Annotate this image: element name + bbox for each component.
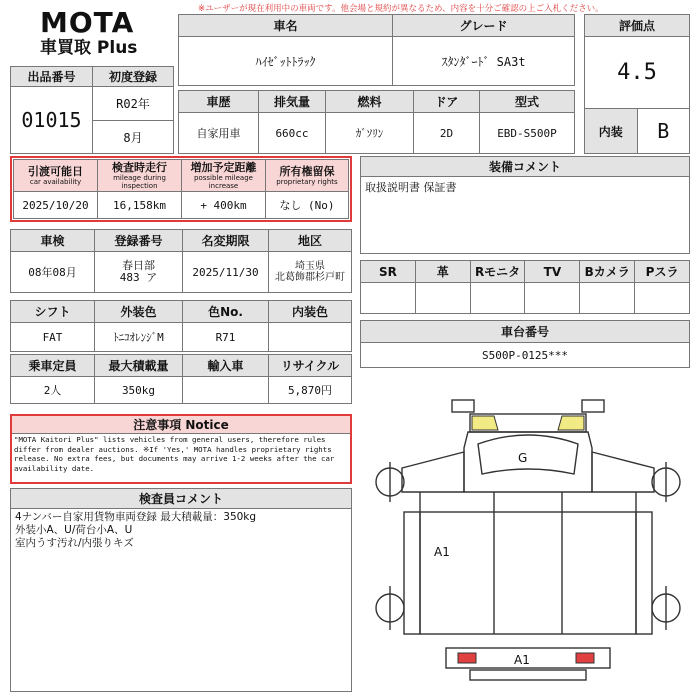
option-sr-value xyxy=(361,283,416,314)
color-header-colorno: 色No. xyxy=(183,301,269,323)
option-bcamera-value xyxy=(580,283,635,314)
mileage-jp: 検査時走行 xyxy=(112,160,167,174)
color-no: R71 xyxy=(183,323,269,352)
spec-header-fuel: 燃料 xyxy=(326,91,414,113)
option-pslide: Pスラ xyxy=(635,261,690,283)
delivery-rights: なし (No) xyxy=(266,192,349,219)
delivery-header-rights xyxy=(266,160,349,192)
damage-mark-front-left xyxy=(472,416,498,430)
option-sr: SR xyxy=(361,261,416,283)
reg-header-plate: 登録番号 xyxy=(95,230,183,252)
spec-header-history: 車歴 xyxy=(179,91,259,113)
listing-table xyxy=(10,66,174,154)
cap-seats: 2人 xyxy=(11,377,95,404)
score-label: 評価点 xyxy=(585,15,690,37)
interior-label: 内装 xyxy=(585,109,638,154)
reg-header-shaken: 車検 xyxy=(11,230,95,252)
color-shift: FAT xyxy=(11,323,95,352)
color-interior xyxy=(269,323,352,352)
spec-history: 自家用車 xyxy=(179,113,259,154)
cap-import xyxy=(183,377,269,404)
option-pslide-value xyxy=(635,283,690,314)
spec-header-model: 型式 xyxy=(480,91,575,113)
increase-jp: 増加予定距離 xyxy=(190,160,257,174)
cap-load: 350kg xyxy=(95,377,183,404)
reg-header-namechange: 名変期限 xyxy=(183,230,269,252)
colors-table xyxy=(10,300,352,352)
reg-area xyxy=(269,252,352,293)
color-header-shift: シフト xyxy=(11,301,95,323)
reg-area-line2: 北葛飾郡杉戸町 xyxy=(275,272,345,283)
color-header-interior: 内装色 xyxy=(269,301,352,323)
equipment-table xyxy=(360,156,690,254)
diagram-label-a1-side: A1 xyxy=(434,545,450,559)
first-reg-year: R02年 xyxy=(93,87,174,121)
grade-label: グレード xyxy=(393,15,575,37)
cab-outline xyxy=(464,432,592,492)
cap-recycle: 5,870円 xyxy=(269,377,352,404)
rights-jp: 所有権留保 xyxy=(279,164,335,178)
damage-mark-front-right xyxy=(558,416,584,430)
reg-shaken: 08年08月 xyxy=(11,252,95,293)
option-leather: 革 xyxy=(415,261,470,283)
tail-light-left xyxy=(458,653,476,663)
warning-text: ※ユーザーが現在利用中の車両です。他会場と規約が異なるため、内容を十分ご確認の上ご入札ください。 xyxy=(198,4,604,14)
spec-fuel: ｶﾞｿﾘﾝ xyxy=(326,113,414,154)
tail-light-right xyxy=(576,653,594,663)
first-reg-label: 初度登録 xyxy=(93,67,174,87)
delivery-mileage: 16,158km xyxy=(98,192,182,219)
car-name-label: 車名 xyxy=(179,15,393,37)
delivery-header-mileage xyxy=(98,160,182,192)
spec-header-doors: ドア xyxy=(414,91,480,113)
option-rmonitor: Rモニタ xyxy=(470,261,525,283)
reg-header-area: 地区 xyxy=(269,230,352,252)
inspector-label: 検査員コメント xyxy=(11,489,352,509)
reg-plate-line2: 483 ア xyxy=(119,271,158,284)
score-table xyxy=(584,14,690,154)
rear-step xyxy=(470,670,586,680)
bed-gate-right xyxy=(636,512,652,634)
availability-jp: 引渡可能日 xyxy=(28,164,83,178)
bed-gate-left xyxy=(404,512,420,634)
color-header-exterior: 外装色 xyxy=(95,301,183,323)
inspector-line-3: 室内うす汚れ/内張りキズ xyxy=(15,537,134,549)
chassis-table xyxy=(360,320,690,368)
logo xyxy=(40,8,180,58)
interior-value: B xyxy=(637,109,690,154)
reg-name-change: 2025/11/30 xyxy=(183,252,269,293)
notice-text: "MOTA Kaitori Plus" lists vehicles from general users, therefore rules differ from dealer auctions. ※If 'Yes,' MOTA handles proprietary rights release. No extra fees, but documents may arrive 1-2 weeks after the car availability date. xyxy=(14,435,335,473)
capacity-table xyxy=(10,354,352,404)
car-name-value: ﾊｲｾﾞｯﾄﾄﾗｯｸ xyxy=(179,37,393,86)
delivery-availability: 2025/10/20 xyxy=(14,192,98,219)
chassis-label: 車台番号 xyxy=(361,321,690,343)
option-bcamera: Bカメラ xyxy=(580,261,635,283)
spec-doors: 2D xyxy=(414,113,480,154)
truck-diagram xyxy=(360,386,690,696)
listing-no-label: 出品番号 xyxy=(11,67,93,87)
increase-en: possible mileage increase xyxy=(194,173,253,190)
rights-en: proprietary rights xyxy=(276,177,338,186)
truck-bed xyxy=(420,512,636,634)
cap-header-seats: 乗車定員 xyxy=(11,355,95,377)
specs-table xyxy=(178,90,575,154)
option-leather-value xyxy=(415,283,470,314)
delivery-header-availability xyxy=(14,160,98,192)
score-value: 4.5 xyxy=(585,37,690,109)
car-name-grade-table xyxy=(178,14,575,86)
delivery-increase: + 400km xyxy=(182,192,266,219)
spec-model: EBD-S500P xyxy=(480,113,575,154)
equipment-label: 装備コメント xyxy=(361,157,690,177)
registration-table xyxy=(10,229,352,293)
option-tv-value xyxy=(525,283,580,314)
color-exterior: ﾄﾆｺｵﾚﾝｼﾞM xyxy=(95,323,183,352)
delivery-header-increase xyxy=(182,160,266,192)
grade-value: ｽﾀﾝﾀﾞｰﾄﾞ SA3t xyxy=(393,37,575,86)
chassis-value: S500P-0125*** xyxy=(361,343,690,368)
cab-side-right xyxy=(592,452,654,492)
availability-en: car availability xyxy=(29,177,82,186)
options-table xyxy=(360,260,690,314)
inspector-line-1: 4ナンバー自家用貨物車両登録 最大積載量：350kg xyxy=(15,511,257,523)
equipment-value: 取扱説明書 保証書 xyxy=(361,177,690,254)
logo-title: MOTA xyxy=(40,6,135,39)
delivery-table xyxy=(13,159,349,219)
mileage-en: mileage during inspection xyxy=(113,173,166,190)
notice-title: 注意事項 Notice xyxy=(12,416,350,434)
inspector-body xyxy=(11,509,352,692)
diagram-label-g: G xyxy=(518,451,528,465)
reg-area-line1: 埼玉県 xyxy=(295,261,325,272)
cap-header-recycle: リサイクル xyxy=(269,355,352,377)
first-reg-month: 8月 xyxy=(93,121,174,154)
spec-header-displacement: 排気量 xyxy=(259,91,326,113)
windshield xyxy=(478,435,578,474)
option-tv: TV xyxy=(525,261,580,283)
diagram-label-a1-rear: A1 xyxy=(514,653,530,667)
cap-header-import: 輸入車 xyxy=(183,355,269,377)
option-rmonitor-value xyxy=(470,283,525,314)
mirror-right xyxy=(582,400,604,412)
spec-displacement: 660cc xyxy=(259,113,326,154)
reg-plate-line1: 春日部 xyxy=(122,259,155,272)
mirror-left xyxy=(452,400,474,412)
cap-header-load: 最大積載量 xyxy=(95,355,183,377)
reg-plate xyxy=(95,252,183,293)
cab-side-left xyxy=(402,452,464,492)
logo-subtitle: 車買取 Plus xyxy=(40,38,138,58)
listing-no-value: 01015 xyxy=(11,87,93,154)
inspector-table xyxy=(10,488,352,692)
inspector-line-2: 外装小A、U/荷台小A、U xyxy=(15,524,133,536)
